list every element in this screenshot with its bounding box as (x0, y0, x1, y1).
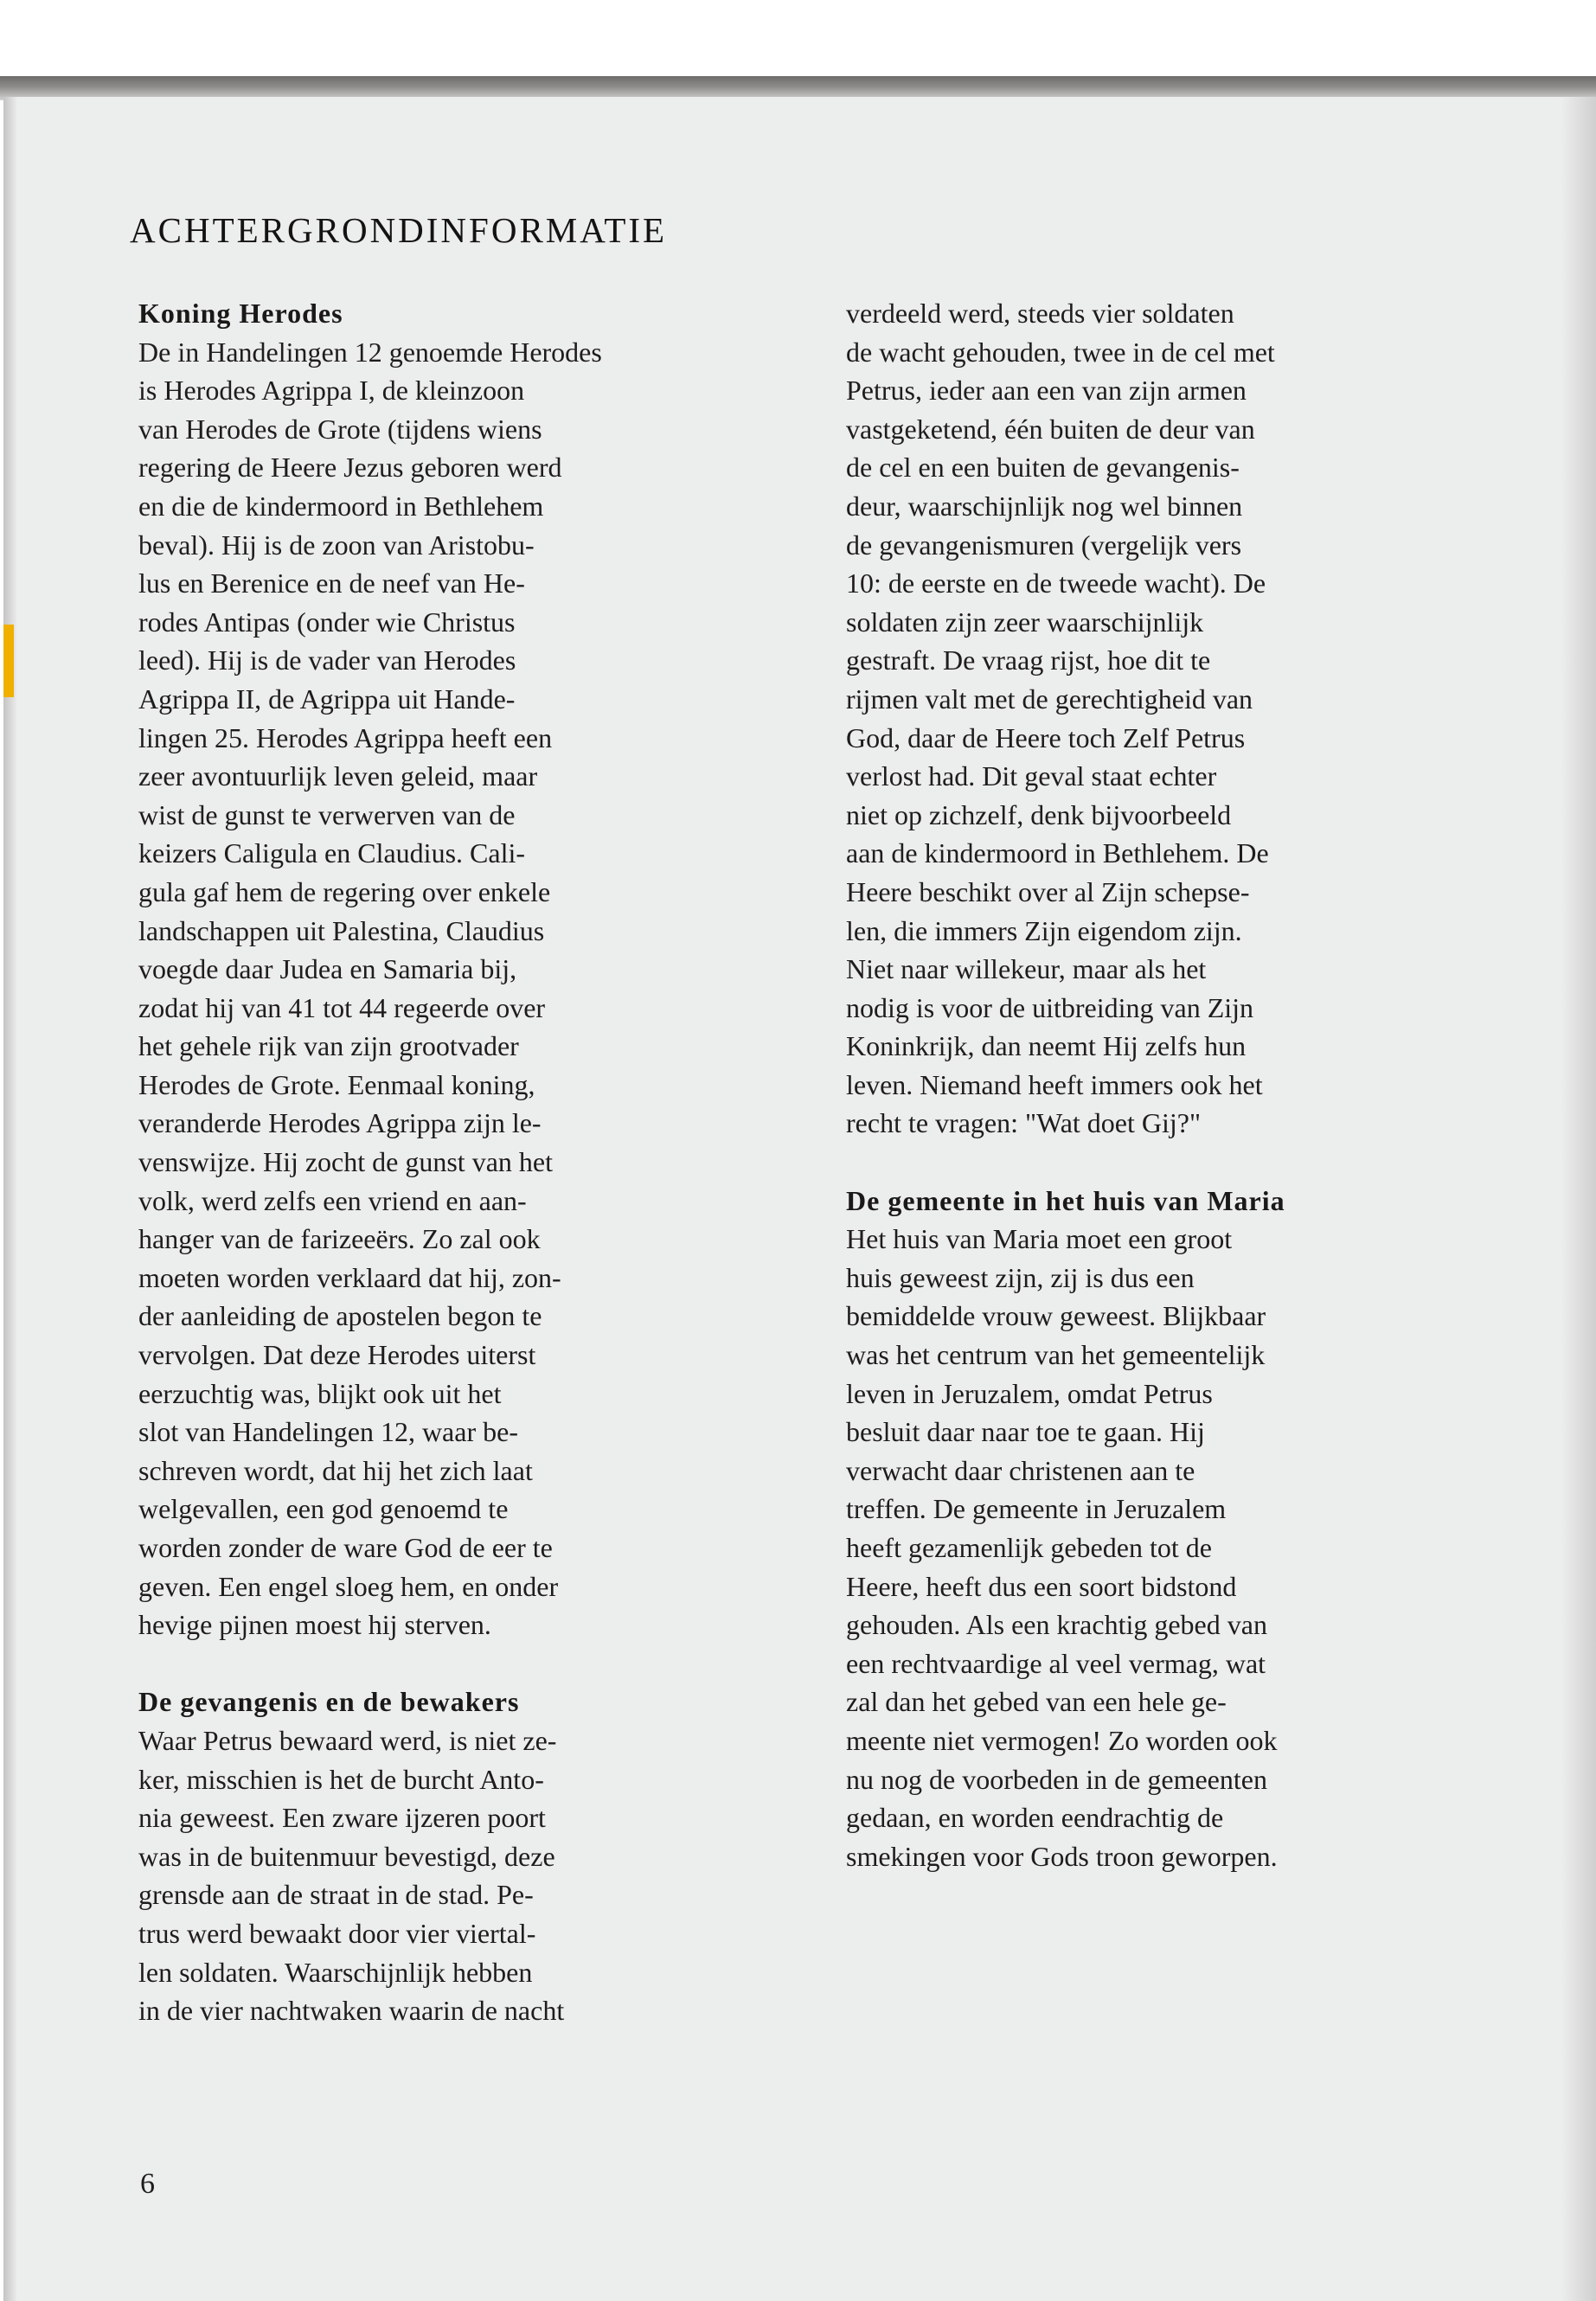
text-line: smekingen voor Gods troon geworpen. (846, 1840, 1278, 1872)
text-line: der aanleiding de apostelen begon te (138, 1300, 542, 1332)
page-number: 6 (140, 2168, 155, 2200)
text-line: len, die immers Zijn eigendom zijn. (846, 914, 1242, 946)
text-line: rijmen valt met de gerechtigheid van (846, 683, 1253, 715)
text-line: regering de Heere Jezus geboren werd (138, 452, 562, 484)
text-line: Koninkrijk, dan neemt Hij zelfs hun (846, 1030, 1247, 1062)
text-line: worden zonder de ware God de eer te (138, 1532, 553, 1563)
right-column (846, 294, 1529, 1875)
text-line: gestraft. De vraag rijst, hoe dit te (846, 644, 1211, 676)
text-line: Het huis van Maria moet een groot (846, 1223, 1233, 1255)
text-line: volk, werd zelfs een vriend en aan- (138, 1184, 527, 1216)
text-line: de wacht gehouden, twee in de cel met (846, 336, 1275, 368)
text-line: Niet naar willekeur, maar als het (846, 953, 1207, 985)
text-line: leven. Niemand heeft immers ook het (846, 1068, 1263, 1100)
text-line: meente niet vermogen! Zo worden ook (846, 1724, 1278, 1756)
text-line: leven in Jeruzalem, omdat Petrus (846, 1377, 1213, 1409)
text-line: nodig is voor de uitbreiding van Zijn (846, 991, 1254, 1023)
text-line: niet op zichzelf, denk bijvoorbeeld (846, 798, 1232, 830)
page-title: ACHTERGRONDINFORMATIE (130, 210, 668, 250)
paragraph-gap (138, 1644, 822, 1683)
text-line: slot van Handelingen 12, waar be- (138, 1416, 518, 1448)
text-line: vastgeketend, één buiten de deur van (846, 413, 1255, 445)
text-line: trus werd bewaakt door vier viertal- (138, 1917, 536, 1949)
text-line: Agrippa II, de Agrippa uit Hande- (138, 683, 516, 715)
text-line: Heere beschikt over al Zijn schepse- (846, 875, 1250, 907)
text-line: recht te vragen: "Wat doet Gij?" (846, 1107, 1202, 1139)
section-koning-herodes-text (138, 333, 822, 1644)
text-line: gehouden. Als een krachtig gebed van (846, 1609, 1267, 1641)
text-line: verwacht daar christenen aan te (846, 1454, 1195, 1486)
text-line: keizers Caligula en Claudius. Cali- (138, 837, 525, 869)
text-line: ker, misschien is het de burcht Anto- (138, 1763, 544, 1795)
text-line: hevige pijnen moest hij sterven. (138, 1609, 491, 1641)
page-right-shadow (1561, 97, 1596, 2301)
text-line: in de vier nachtwaken waarin de nacht (138, 1995, 565, 2027)
text-line: zeer avontuurlijk leven geleid, maar (138, 760, 538, 792)
text-line: Heere, heeft dus een soort bidstond (846, 1570, 1237, 1602)
text-line: landschappen uit Palestina, Claudius (138, 914, 545, 946)
text-line: besluit daar naar toe te gaan. Hij (846, 1416, 1205, 1448)
text-line: lus en Berenice en de neef van He- (138, 567, 525, 599)
text-line: moeten worden verklaard dat hij, zon- (138, 1261, 561, 1293)
text-line: verdeeld werd, steeds vier soldaten (846, 298, 1234, 329)
text-line: geven. Een engel sloeg hem, en onder (138, 1570, 559, 1602)
text-line: deur, waarschijnlijk nog wel binnen (846, 490, 1243, 522)
text-line: Petrus, ieder aan een van zijn armen (846, 375, 1247, 407)
text-line: len soldaten. Waarschijnlijk hebben (138, 1956, 533, 1988)
text-line: verlost had. Dit geval staat echter (846, 760, 1217, 792)
heading-gemeente-maria: De gemeente in het huis van Maria (846, 1184, 1285, 1216)
text-line: Waar Petrus bewaard werd, is niet ze- (138, 1724, 557, 1756)
text-line: grensde aan de straat in de stad. Pe- (138, 1879, 534, 1911)
heading-gevangenis: De gevangenis en de bewakers (138, 1686, 520, 1718)
text-line: bemiddelde vrouw geweest. Blijkbaar (846, 1300, 1266, 1332)
section-gevangenis-text (138, 1721, 822, 2030)
book-page (3, 97, 1596, 2301)
text-line: De in Handelingen 12 genoemde Herodes (138, 336, 602, 368)
text-line: zodat hij van 41 tot 44 regeerde over (138, 991, 546, 1023)
text-line: en die de kindermoord in Bethlehem (138, 490, 544, 522)
text-line: rodes Antipas (onder wie Christus (138, 606, 516, 638)
text-line: wist de gunst te verwerven van de (138, 798, 516, 830)
text-line: leed). Hij is de vader van Herodes (138, 644, 516, 676)
page-left-shadow (3, 97, 17, 2301)
text-line: heeft gezamenlijk gebeden tot de (846, 1532, 1212, 1563)
text-line: zal dan het gebed van een hele ge- (846, 1686, 1227, 1718)
text-line: Herodes de Grote. Eenmaal koning, (138, 1068, 535, 1100)
text-line: van Herodes de Grote (tijdens wiens (138, 413, 542, 445)
text-line: schreven wordt, dat hij het zich laat (138, 1454, 533, 1486)
text-line: de cel en een buiten de gevangenis- (846, 452, 1240, 484)
text-line: nu nog de voorbeden in de gemeenten (846, 1763, 1267, 1795)
text-line: God, daar de Heere toch Zelf Petrus (846, 721, 1246, 753)
text-line: nia geweest. Een zware ijzeren poort (138, 1802, 546, 1834)
scan-top-margin (0, 0, 1596, 78)
text-line: huis geweest zijn, zij is dus een (846, 1261, 1195, 1293)
heading-koning-herodes: Koning Herodes (138, 298, 343, 329)
text-line: is Herodes Agrippa I, de kleinzoon (138, 375, 525, 407)
text-line: vervolgen. Dat deze Herodes uiterst (138, 1339, 536, 1371)
text-line: treffen. De gemeente in Jeruzalem (846, 1493, 1227, 1525)
text-line: de gevangenismuren (vergelijk vers (846, 529, 1242, 561)
text-line: gedaan, en worden eendrachtig de (846, 1802, 1224, 1834)
text-line: aan de kindermoord in Bethlehem. De (846, 837, 1269, 869)
text-line: soldaten zijn zeer waarschijnlijk (846, 606, 1204, 638)
yellow-page-marker (3, 625, 14, 697)
text-line: lingen 25. Herodes Agrippa heeft een (138, 721, 553, 753)
text-line: voegde daar Judea en Samaria bij, (138, 953, 517, 985)
text-line: venswijze. Hij zocht de gunst van het (138, 1146, 553, 1178)
text-line: was in de buitenmuur bevestigd, deze (138, 1840, 555, 1872)
section-gemeente-text (846, 1220, 1529, 1875)
text-line: welgevallen, een god genoemd te (138, 1493, 509, 1525)
text-line: veranderde Herodes Agrippa zijn le- (138, 1107, 542, 1139)
text-line: was het centrum van het gemeentelijk (846, 1339, 1266, 1371)
text-line: een rechtvaardige al veel vermag, wat (846, 1647, 1266, 1679)
text-line: het gehele rijk van zijn grootvader (138, 1030, 519, 1062)
text-line: hanger van de farizeeërs. Zo zal ook (138, 1223, 541, 1255)
text-line: eerzuchtig was, blijkt ook uit het (138, 1377, 502, 1409)
left-column (138, 294, 822, 2030)
text-line: beval). Hij is de zoon van Aristobu- (138, 529, 535, 561)
section-gevangenis-continuation (846, 294, 1529, 1143)
text-line: 10: de eerste en de tweede wacht). De (846, 567, 1266, 599)
paragraph-gap (846, 1143, 1529, 1182)
text-line: gula gaf hem de regering over enkele (138, 875, 551, 907)
